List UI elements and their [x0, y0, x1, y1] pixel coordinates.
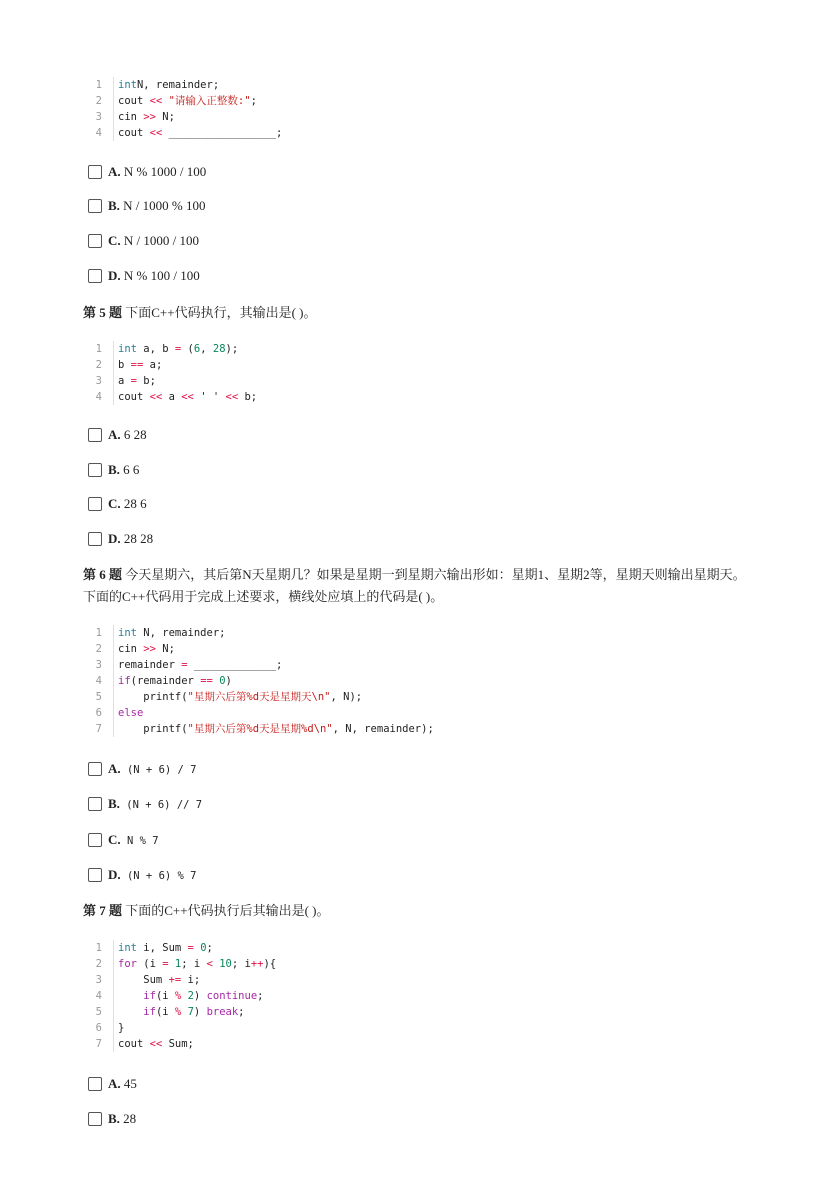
code-token: ++ [250, 958, 264, 970]
checkbox[interactable] [88, 199, 102, 213]
code-token: << [149, 391, 163, 403]
code-token: N, remainder; [136, 79, 220, 91]
option-label: C. [108, 496, 121, 511]
code-text [118, 940, 213, 956]
option-label: A. [108, 1076, 121, 1091]
option-value: N % 7 [120, 835, 159, 847]
line-number: 3 [95, 111, 102, 123]
code-token: ; i [181, 958, 207, 970]
checkbox[interactable] [88, 165, 102, 179]
line-number: 6 [95, 1022, 102, 1034]
code-token: 28 [212, 343, 226, 355]
code-token: << [225, 391, 239, 403]
code-text [118, 77, 219, 93]
checkbox[interactable] [88, 868, 102, 882]
code-token: , N, remainder); [332, 723, 434, 735]
code-token: i, Sum [136, 942, 188, 954]
checkbox[interactable] [88, 1077, 102, 1091]
code-token: Sum; [162, 1038, 194, 1050]
option-text [108, 163, 206, 181]
code-token: += [168, 974, 182, 986]
option-value: (N + 6) / 7 [120, 764, 197, 776]
checkbox[interactable] [88, 762, 102, 776]
line-number: 3 [95, 659, 102, 671]
code-token: break [206, 1006, 239, 1018]
option-label: D. [108, 867, 121, 882]
code-token: Sum [118, 974, 169, 986]
checkbox[interactable] [88, 269, 102, 283]
code-token: ; [250, 95, 257, 107]
code-token: ' ' [193, 391, 226, 403]
code-token: "星期六后第%d天是星期天\n" [187, 691, 331, 703]
code-token: b; [136, 375, 156, 387]
code-token: if [118, 675, 131, 687]
code-text [118, 93, 257, 109]
code-token: if [143, 990, 156, 1002]
question-number: 第 6 题 [83, 567, 123, 582]
code-token: int [118, 627, 137, 639]
option-label: A. [108, 761, 121, 776]
option-text [108, 461, 139, 479]
line-number: 1 [95, 627, 102, 639]
option-value: N % 100 / 100 [120, 268, 200, 283]
code-token: else [118, 707, 144, 719]
code-token [118, 990, 143, 1002]
code-token: 10 [219, 958, 232, 970]
code-token: ; [206, 942, 213, 954]
code-text [118, 1036, 194, 1052]
option-label: C. [108, 832, 121, 847]
code-text [118, 341, 238, 357]
option-value: 28 6 [120, 496, 147, 511]
option-text [108, 197, 206, 215]
line-number: 3 [95, 375, 102, 387]
option-text [108, 866, 197, 885]
line-number: 7 [95, 723, 102, 735]
line-number: 1 [95, 942, 102, 954]
code-token: ) [225, 675, 232, 687]
code-token: cin [118, 643, 144, 655]
option-value: (N + 6) % 7 [120, 870, 197, 882]
option-label: B. [108, 1111, 120, 1126]
code-token: (i [155, 1006, 175, 1018]
code-token: int [118, 942, 137, 954]
code-token: a [118, 375, 131, 387]
code-token: a, b [136, 343, 175, 355]
code-token: remainder [118, 659, 182, 671]
option-label: D. [108, 531, 121, 546]
code-text [118, 389, 257, 405]
line-number: 2 [95, 95, 102, 107]
code-token: N; [155, 111, 175, 123]
question-text: 下面C++代码执行，其输出是( )。 [125, 305, 317, 320]
question-text: 今天星期六，其后第N天星期几？如果是星期一到星期六输出形如：星期1、星期2等，星期天则输出星期天。下面的C++代码用于完成上述要求，横线处应填上的代码是( )。 [83, 567, 746, 604]
option-label: B. [108, 462, 120, 477]
option-text [108, 426, 147, 444]
code-token: a [162, 391, 182, 403]
line-number: 1 [95, 79, 102, 91]
line-number: 6 [95, 707, 102, 719]
code-token: , N); [330, 691, 363, 703]
option-value: 28 28 [120, 531, 154, 546]
line-number: 1 [95, 343, 102, 355]
code-token: ; [238, 1006, 245, 1018]
code-token: ( [181, 343, 194, 355]
option-text [108, 530, 153, 548]
code-token: a; [143, 359, 163, 371]
line-number: 5 [95, 691, 102, 703]
code-token: (i [155, 990, 175, 1002]
option-value: N % 1000 / 100 [120, 164, 207, 179]
option-value: 28 [119, 1111, 137, 1126]
option-value: N / 1000 % 100 [119, 198, 206, 213]
line-number: 2 [95, 359, 102, 371]
option-label: B. [108, 796, 120, 811]
line-number: 4 [95, 990, 102, 1002]
code-token: == [130, 359, 144, 371]
code-token [118, 1006, 143, 1018]
line-number: 5 [95, 1006, 102, 1018]
code-token: << [149, 127, 163, 139]
question-7 [83, 900, 753, 922]
code-token: cout [118, 127, 150, 139]
code-text [118, 109, 175, 125]
code-token: ) [193, 990, 207, 1002]
checkbox[interactable] [88, 497, 102, 511]
code-token: N; [155, 643, 175, 655]
code-token: } [118, 1022, 125, 1034]
option-text [108, 267, 200, 285]
code-token: >> [143, 643, 156, 655]
code-text [118, 721, 434, 737]
line-number: 4 [95, 391, 102, 403]
code-text [118, 673, 232, 689]
code-token: % [174, 1006, 182, 1018]
line-number: 2 [95, 643, 102, 655]
code-text [118, 373, 156, 389]
option-value: 6 28 [120, 427, 147, 442]
line-number: 3 [95, 974, 102, 986]
code-token: = [130, 375, 137, 387]
code-token: << [149, 1038, 163, 1050]
line-number: 2 [95, 958, 102, 970]
code-gutter [113, 77, 114, 141]
code-token: 0 [219, 675, 226, 687]
code-text [118, 657, 282, 673]
option-value: N / 1000 / 100 [120, 233, 200, 248]
code-token: b [118, 359, 131, 371]
code-text [118, 625, 225, 641]
code-token: ){ [263, 958, 277, 970]
code-token: , [200, 343, 213, 355]
code-token: ; [257, 990, 264, 1002]
code-token: (i [136, 958, 163, 970]
code-token: 7 [187, 1006, 194, 1018]
code-token: = [181, 659, 188, 671]
code-text [118, 357, 162, 373]
code-token: int [118, 343, 137, 355]
code-text [118, 641, 175, 657]
code-token: ); [225, 343, 239, 355]
code-token: 6 [193, 343, 201, 355]
code-token: << [149, 95, 163, 107]
code-token: continue [206, 990, 258, 1002]
code-token: = [187, 942, 194, 954]
code-gutter [113, 341, 114, 405]
option-text [108, 1110, 136, 1128]
code-token: 0 [200, 942, 207, 954]
code-text [118, 1020, 124, 1036]
option-text [108, 831, 159, 850]
option-text [108, 795, 202, 814]
code-token: b; [238, 391, 258, 403]
code-text [118, 705, 143, 721]
option-text [108, 495, 147, 513]
code-token: if [143, 1006, 156, 1018]
option-label: D. [108, 268, 121, 283]
option-label: A. [108, 427, 121, 442]
code-token: _____________; [187, 659, 283, 671]
code-token: = [174, 343, 182, 355]
checkbox[interactable] [88, 1112, 102, 1126]
code-token: < [206, 958, 213, 970]
line-number: 7 [95, 1038, 102, 1050]
checkbox[interactable] [88, 463, 102, 477]
code-token: "星期六后第%d天是星期%d\n" [187, 723, 333, 735]
checkbox[interactable] [88, 833, 102, 847]
code-text [118, 689, 362, 705]
option-value: 6 6 [119, 462, 140, 477]
code-token: i; [181, 974, 201, 986]
option-text [108, 1075, 137, 1093]
line-number: 4 [95, 127, 102, 139]
code-token: 1 [174, 958, 182, 970]
checkbox[interactable] [88, 797, 102, 811]
question-5 [83, 302, 753, 324]
code-token: int [118, 79, 137, 91]
option-label: C. [108, 233, 121, 248]
code-gutter [113, 625, 114, 737]
question-6 [83, 564, 753, 608]
checkbox[interactable] [88, 428, 102, 442]
option-value: (N + 6) // 7 [119, 799, 203, 811]
option-text [108, 232, 199, 250]
code-token: >> [143, 111, 156, 123]
code-token: N, remainder; [136, 627, 226, 639]
code-token: cout [118, 95, 150, 107]
code-token: cin [118, 111, 144, 123]
code-token: printf( [118, 723, 188, 735]
code-token: cout [118, 391, 150, 403]
code-token: for [118, 958, 137, 970]
code-token: ; i [231, 958, 251, 970]
code-token: ) [193, 1006, 207, 1018]
checkbox[interactable] [88, 532, 102, 546]
code-token: 2 [187, 990, 194, 1002]
option-value: 45 [120, 1076, 137, 1091]
code-token: printf( [118, 691, 188, 703]
code-token: (remainder [130, 675, 201, 687]
code-token: "请输入正整数:" [162, 95, 251, 107]
code-token: % [174, 990, 182, 1002]
code-token: = [162, 958, 169, 970]
option-text [108, 760, 197, 779]
code-token: _________________; [162, 127, 283, 139]
option-label: B. [108, 198, 120, 213]
code-gutter [113, 940, 114, 1052]
question-number: 第 7 题 [83, 903, 123, 918]
checkbox[interactable] [88, 234, 102, 248]
question-number: 第 5 题 [83, 305, 123, 320]
line-number: 4 [95, 675, 102, 687]
question-text: 下面的C++代码执行后其输出是( )。 [125, 903, 330, 918]
code-text [118, 125, 282, 141]
code-text [118, 956, 276, 972]
code-token: << [181, 391, 194, 403]
code-token: cout [118, 1038, 150, 1050]
code-text [118, 972, 200, 988]
option-label: A. [108, 164, 121, 179]
code-text [118, 1004, 245, 1020]
code-text [118, 988, 263, 1004]
code-token: == [200, 675, 213, 687]
